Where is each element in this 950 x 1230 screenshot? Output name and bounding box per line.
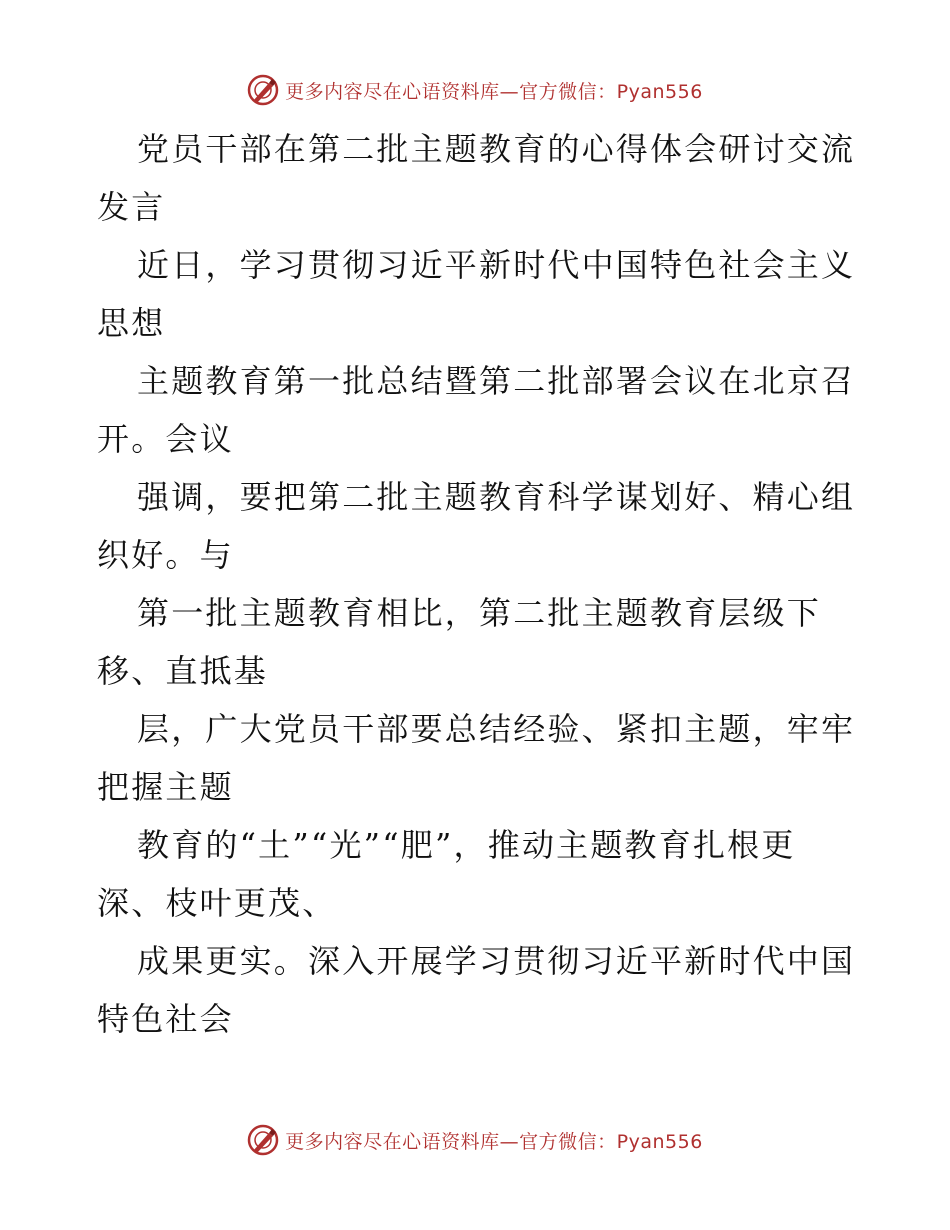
footer-banner-text: 更多内容尽在心语资料库—官方微信：Pyan556 [285, 1130, 703, 1153]
document-body [97, 120, 857, 1048]
paragraph: 教育的“土”“光”“肥”，推动主题教育扎根更深、枝叶更茂、 [97, 826, 796, 922]
paragraph: 层，广大党员干部要总结经验、紧扣主题，牢牢把握主题 [97, 710, 856, 806]
pen-logo-icon [247, 74, 279, 106]
pen-logo-icon [247, 1124, 279, 1156]
paragraph: 主题教育第一批总结暨第二批部署会议在北京召开。会议 [97, 362, 856, 458]
paragraph: 成果更实。深入开展学习贯彻习近平新时代中国特色社会 [97, 942, 856, 1038]
paragraph-title: 党员干部在第二批主题教育的心得体会研讨交流发言 [97, 130, 856, 226]
footer-banner [0, 1120, 950, 1160]
paragraph: 强调，要把第二批主题教育科学谋划好、精心组织好。与 [97, 478, 856, 574]
paragraph: 第一批主题教育相比，第二批主题教育层级下移、直抵基 [97, 594, 822, 690]
header-banner-text: 更多内容尽在心语资料库—官方微信：Pyan556 [285, 80, 703, 103]
paragraph: 近日，学习贯彻习近平新时代中国特色社会主义思想 [97, 246, 856, 342]
header-banner [0, 70, 950, 110]
